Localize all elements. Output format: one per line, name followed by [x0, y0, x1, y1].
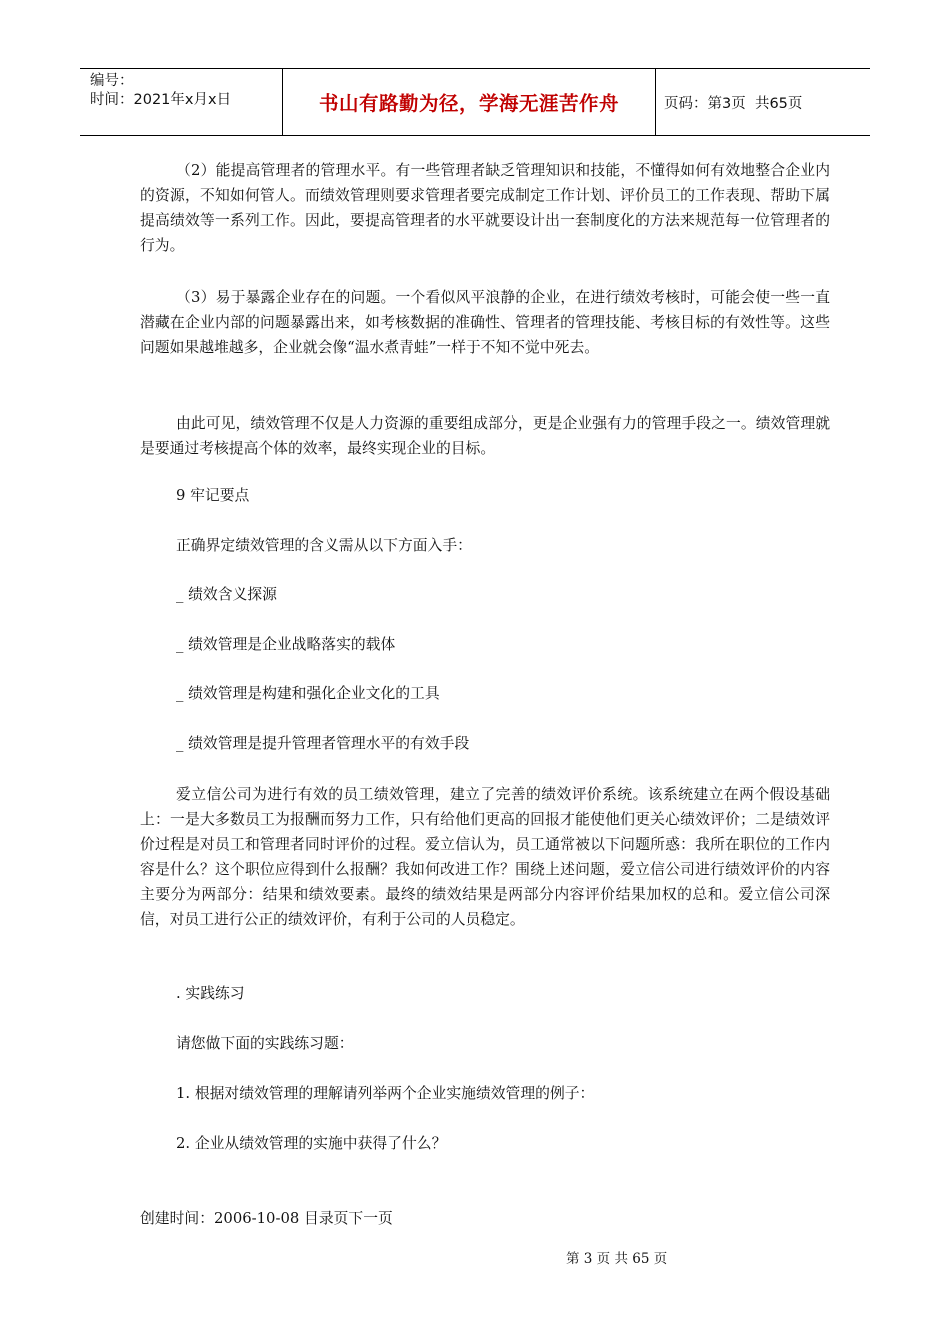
document-header — [80, 68, 870, 136]
paragraph-point-3: （3）易于暴露企业存在的问题。一个看似风平浪静的企业，在进行绩效考核时，可能会使一些一直潜藏在企业内部的问题暴露出来，如考核数据的准确性、管理者的管理技能、考核目标的有效性等。这些问题如果越堆越多，企业就会像“温水煮青蛙”一样于不知不觉中死去。 — [140, 289, 830, 356]
bullet-item: _ 绩效含义探源 — [176, 586, 277, 603]
toc-link[interactable]: 目录页 — [304, 1210, 349, 1227]
bullet-item: _ 绩效管理是提升管理者管理水平的有效手段 — [176, 735, 470, 752]
practice-question-1: 1. 根据对绩效管理的理解请列举两个企业实施绩效管理的例子： — [176, 1085, 595, 1102]
key-points-intro: 正确界定绩效管理的含义需从以下方面入手： — [176, 537, 472, 554]
header-meta — [80, 69, 283, 135]
created-time: 创建时间：2006-10-08 — [140, 1210, 305, 1227]
practice-question-2: 2. 企业从绩效管理的实施中获得了什么？ — [176, 1135, 447, 1152]
header-page-code — [656, 69, 870, 135]
footer-nav — [140, 1207, 393, 1228]
key-points-heading: 9 牢记要点 — [176, 487, 250, 504]
header-motto: 书山有路勤为径，学海无涯苦作舟 — [283, 69, 656, 135]
bullet-item: _ 绩效管理是构建和强化企业文化的工具 — [176, 685, 440, 702]
doc-time-label: 时间：2021年x月x日 — [90, 92, 232, 108]
paragraph-summary: 由此可见，绩效管理不仅是人力资源的重要组成部分，更是企业强有力的管理手段之一。绩效管理就是要通过考核提高个体的效率，最终实现企业的目标。 — [140, 415, 830, 457]
bullet-item: _ 绩效管理是企业战略落实的载体 — [176, 636, 396, 653]
doc-number-label: 编号： — [90, 73, 134, 89]
page-code-text: 页码：第3页 共65页 — [664, 95, 803, 112]
practice-heading: . 实践练习 — [176, 985, 245, 1002]
next-page-link[interactable]: 下一页 — [348, 1210, 393, 1227]
paragraph-point-2: （2）能提高管理者的管理水平。有一些管理者缺乏管理知识和技能，不懂得如何有效地整合企业内的资源，不知如何管人。而绩效管理则要求管理者要完成制定工作计划、评价员工的工作表现、帮助下属提高绩效等一系列工作。因此，要提高管理者的水平就要设计出一套制度化的方法来规范每一位管理者的行为。 — [140, 162, 830, 254]
practice-intro: 请您做下面的实践练习题： — [176, 1035, 354, 1052]
footer-page-number: 第 3 页 共 65 页 — [566, 1251, 668, 1267]
paragraph-ericsson-case: 爱立信公司为进行有效的员工绩效管理，建立了完善的绩效评价系统。该系统建立在两个假设基础上：一是大多数员工为报酬而努力工作，只有给他们更高的回报才能使他们更关心绩效评价；二是绩效评价过程是对员工和管理者同时评价的过程。爱立信认为，员工通常被以下问题所惑：我所在职位的工作内容是什么？这个职位应得到什么报酬？我如何改进工作？围绕上述问题，爱立信公司进行绩效评价的内容主要分为两部分：结果和绩效要素。最终的绩效结果是两部分内容评价结果加权的总和。爱立信公司深信，对员工进行公正的绩效评价，有利于公司的人员稳定。 — [140, 786, 830, 928]
